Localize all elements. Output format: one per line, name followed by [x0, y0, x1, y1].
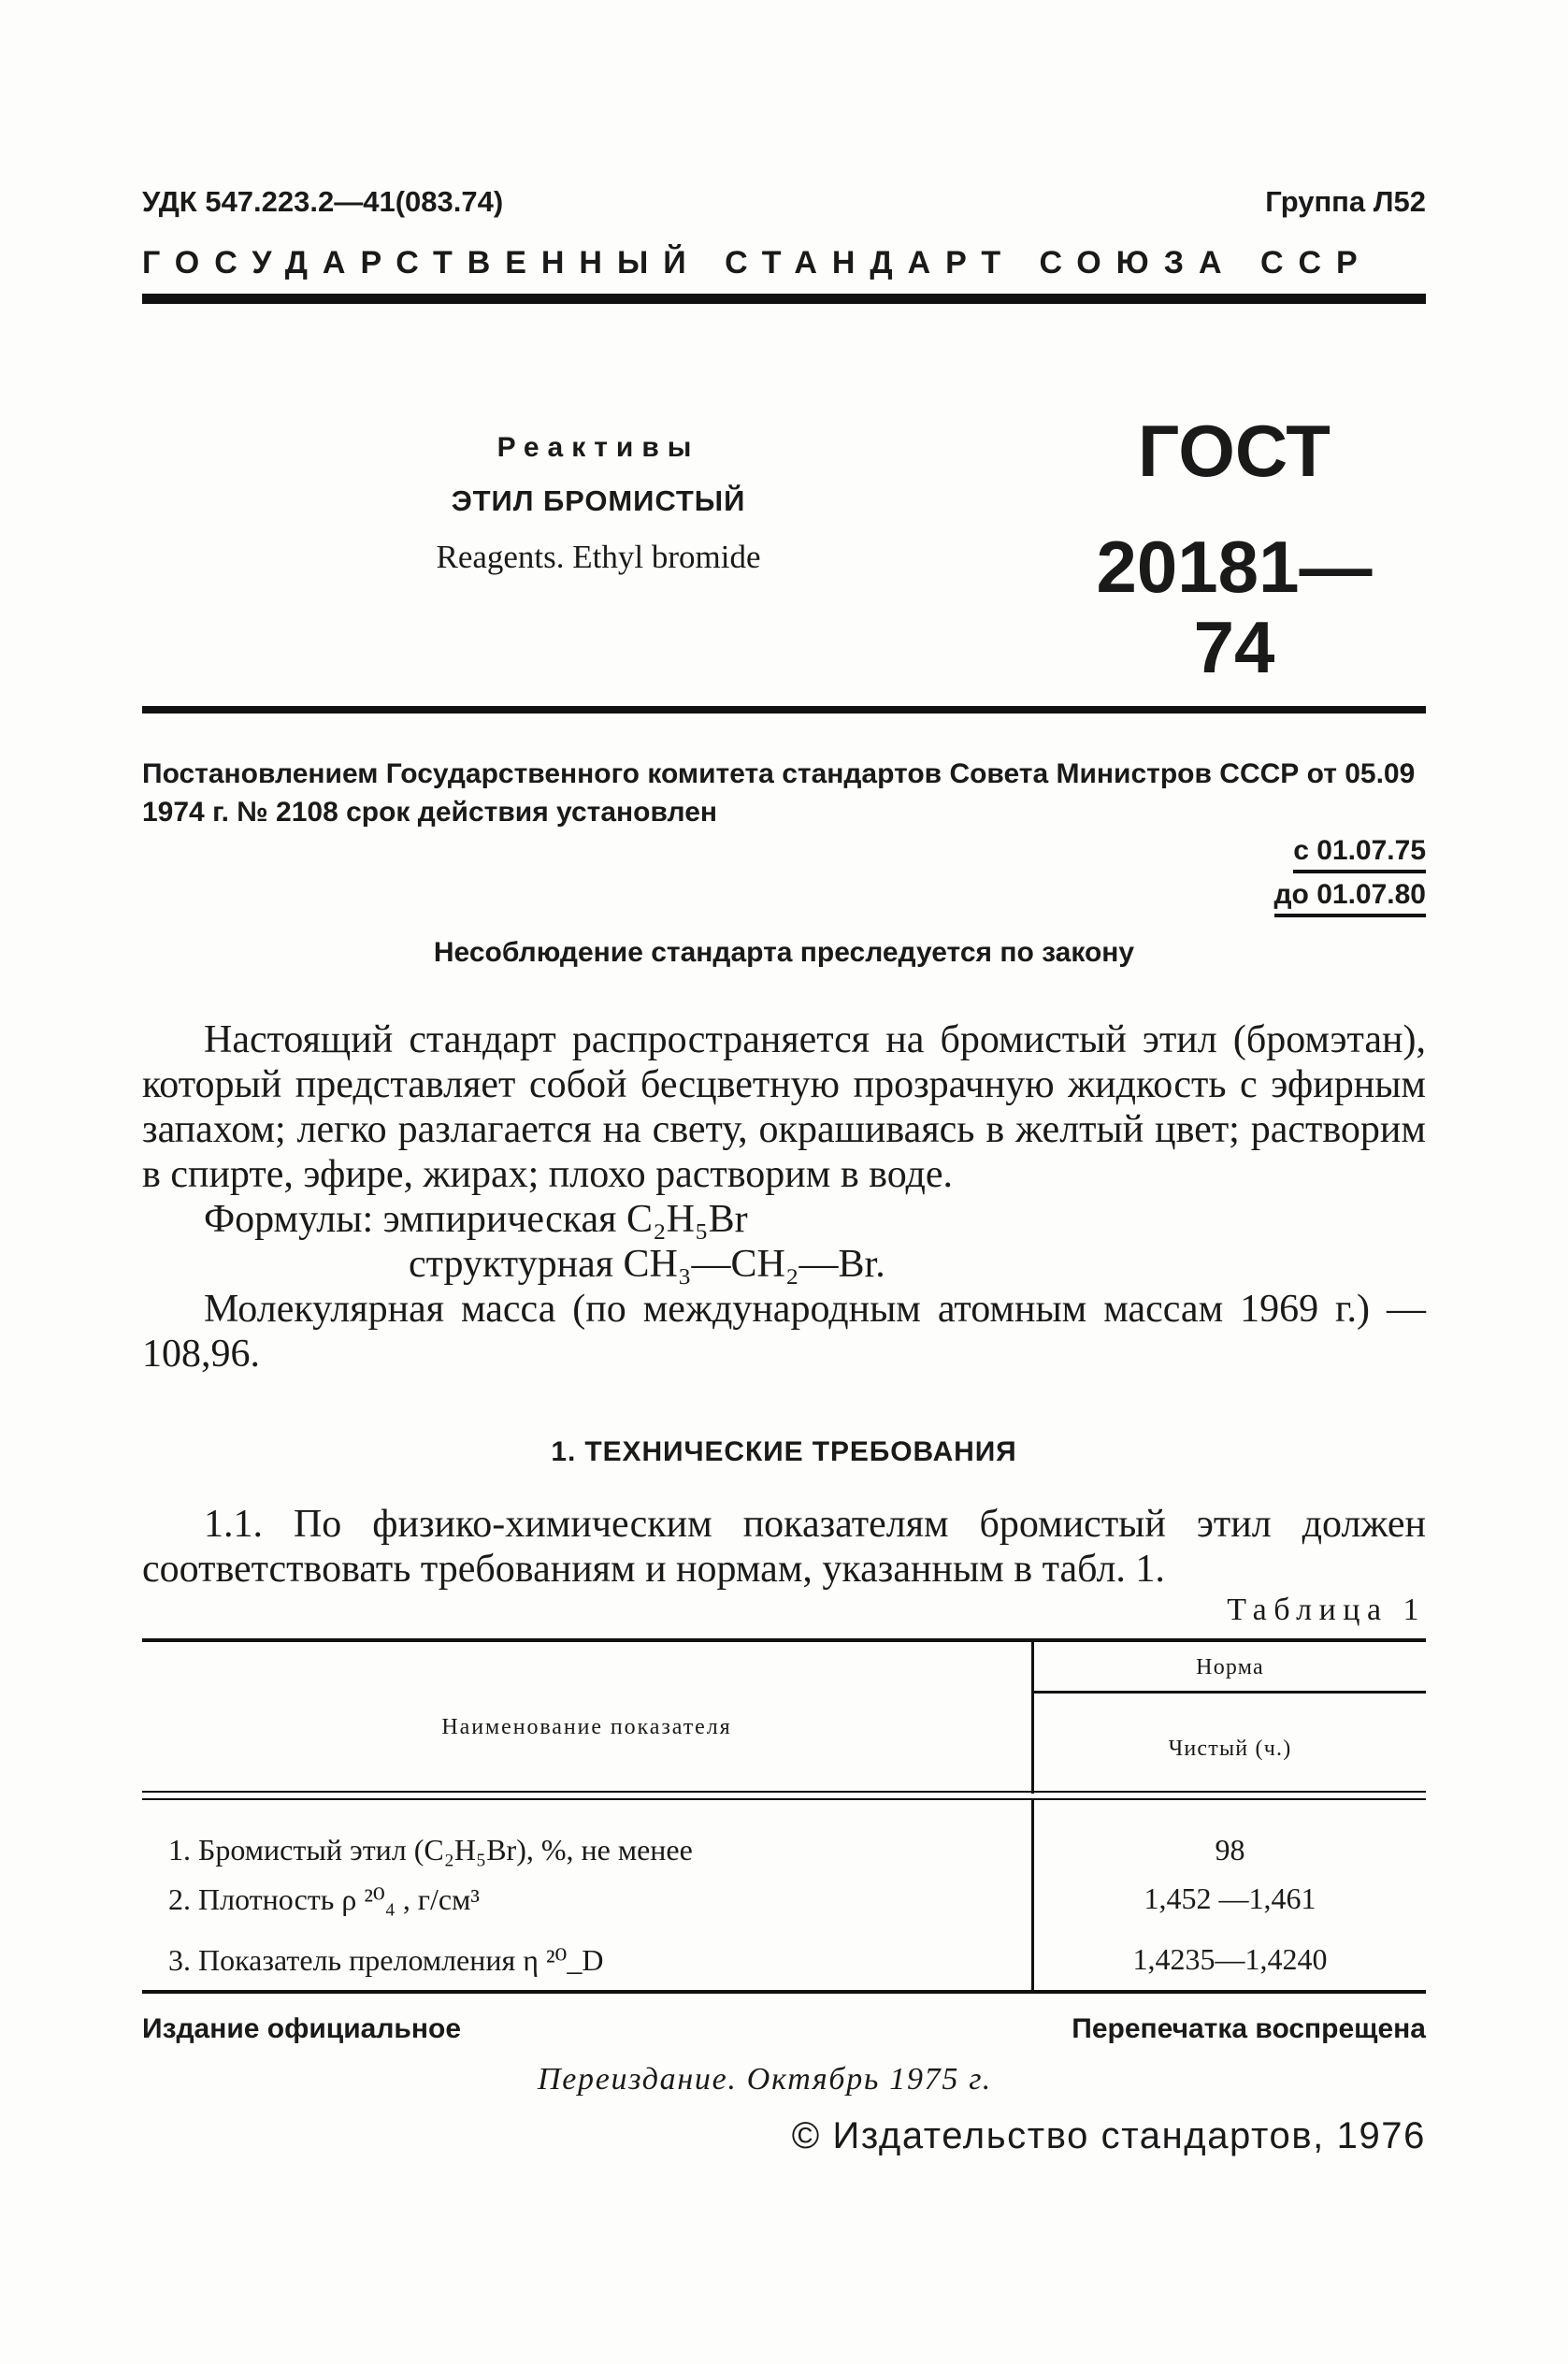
valid-to-value: до 01.07.80 [1274, 879, 1426, 917]
section-text: 1.1. По физико-химическим показателям бромистый этил должен соответствовать требованиям и нормам, указанным в табл. 1. [142, 1503, 1426, 1591]
udk-code: УДК 547.223.2—41(083.74) [142, 185, 504, 218]
substance-name: ЭТИЛ БРОМИСТЫЙ [451, 484, 746, 517]
column-header-norm: Норма [1196, 1655, 1264, 1679]
table-header-rule [142, 1791, 1426, 1793]
valid-to [1274, 879, 1426, 911]
valid-from [1293, 835, 1426, 867]
section-title: 1. ТЕХНИЧЕСКИЕ ТРЕБОВАНИЯ [551, 1436, 1017, 1467]
intro-section [142, 1017, 1426, 1377]
intro-paragraph: Настоящий стандарт распространяется на бромистый этил (бромэтан), который представляет собой бесцветную прозрачную жидкость с эфирным запахом; легко разлагается на свету, окрашиваясь в желтый цвет; растворим в спирте, эфире, жирах; плохо растворим в воде. [142, 1018, 1426, 1196]
section-text-block [142, 1502, 1426, 1592]
gost-number: 20181—74 [1096, 525, 1373, 688]
no-reprint-notice: Перепечатка воспрещена [1072, 2013, 1426, 2044]
table-row-name: 3. Показатель преломления η ²⁰_D [168, 1943, 604, 1977]
table-norm-rule [1034, 1691, 1426, 1694]
table-row-name: 2. Плотность ρ ²⁰₄ , г/см³ [168, 1882, 480, 1916]
table-row-value: 1,4235—1,4240 [1132, 1942, 1328, 1976]
table-label: Таблица 1 [1227, 1593, 1426, 1627]
group-code: Группа Л52 [1265, 185, 1426, 218]
gost-word: ГОСТ [1138, 410, 1331, 492]
legal-warning: Несоблюдение стандарта преследуется по закону [433, 937, 1135, 968]
official-edition: Издание официальное [142, 2013, 462, 2044]
title-block [355, 432, 842, 576]
table-row-name: 1. Бромистый этил (C₂H₅Br), %, не менее [168, 1833, 693, 1867]
column-header-pure: Чистый (ч.) [1168, 1737, 1292, 1761]
table-bottom-rule [142, 1990, 1426, 1994]
table-top-rule [142, 1638, 1426, 1642]
decree-text: Постановлением Государственного комитета стандартов Совета Министров СССР от 05.09 1974 г. № 2108 срок действия установлен [142, 758, 1416, 828]
state-standard-banner: ГОСУДАРСТВЕННЫЙ СТАНДАРТ СОЮЗА ССР [142, 245, 1373, 281]
reissue-note: Переиздание. Октябрь 1975 г. [538, 2062, 992, 2097]
copyright-notice: © Издательство стандартов, 1976 [791, 2115, 1426, 2156]
table-header-rule-2 [142, 1798, 1426, 1800]
english-title: Reagents. Ethyl bromide [436, 539, 761, 575]
valid-from-value: с 01.07.75 [1293, 835, 1426, 873]
formula-empirical: Формулы: эмпирическая C₂H₅Br [204, 1198, 748, 1241]
title-rule [142, 706, 1426, 714]
header-rule [142, 294, 1426, 304]
molar-mass: Молекулярная масса (по международным атомным массам 1969 г.) — 108,96. [142, 1288, 1426, 1376]
table-row-value: 1,452 —1,461 [1144, 1881, 1316, 1915]
category-title: Реактивы [496, 432, 700, 463]
table-row-value: 98 [1215, 1833, 1245, 1867]
column-header-name: Наименование показателя [441, 1715, 732, 1739]
formula-structural: структурная CH₃—CH₂—Br. [409, 1243, 885, 1286]
gost-designation [1075, 411, 1393, 687]
